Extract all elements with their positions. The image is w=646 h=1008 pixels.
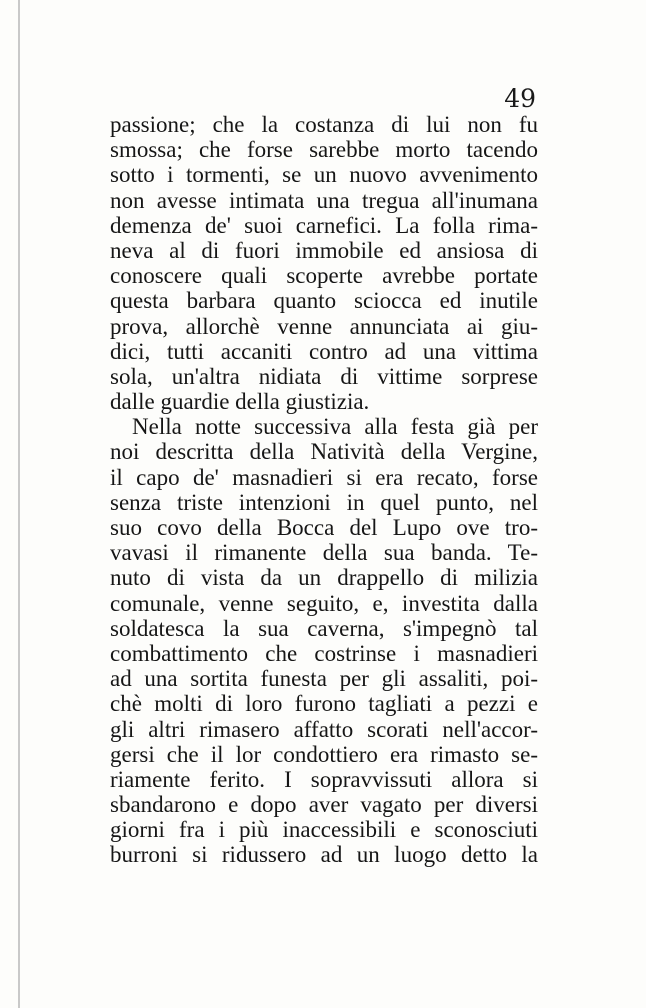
text-line: senza triste intenzioni in quel punto, nel (110, 489, 538, 515)
text-line: combattimento che costrinse i masnadieri (110, 640, 538, 666)
text-line: demenza de' suoi carnefici. La folla rima- (110, 212, 538, 238)
text-line: smossa; che forse sarebbe morto tacendo (110, 137, 538, 163)
text-line: Nella notte successiva alla festa già per (132, 414, 538, 440)
text-line: il capo de' masnadieri si era recato, forse (110, 464, 538, 490)
text-line: vavasi il rimanente della sua banda. Te- (110, 540, 538, 566)
text-line: questa barbara quanto sciocca ed inutile (110, 288, 538, 314)
text-line: neva al di fuori immobile ed ansiosa di (110, 237, 538, 263)
text-line: sola, un'altra nidiata di vittime sorprese (110, 363, 538, 389)
page-number: 49 (504, 84, 536, 113)
text-line: conoscere quali scoperte avrebbe portate (110, 263, 538, 289)
text-line: sotto i tormenti, se un nuovo avvenimento (110, 162, 538, 188)
text-line: chè molti di loro furono tagliati a pezzi e (110, 691, 538, 717)
text-line: suo covo della Bocca del Lupo ove tro- (110, 515, 538, 540)
text-line: dici, tutti accaniti contro ad una vittima (110, 338, 538, 364)
text-line: prova, allorchè venne annunciata ai giu- (110, 313, 538, 339)
text-line: gli altri rimasero affatto scorati nell'accor- (110, 716, 538, 742)
text-line: comunale, venne seguito, e, investita dalla (110, 590, 538, 616)
page-edge-shadow (18, 0, 20, 1008)
text-line: burroni si ridussero ad un luogo detto la (110, 842, 538, 868)
text-line: soldatesca la sua caverna, s'impegnò tal (110, 615, 538, 641)
text-line: non avesse intimata una tregua all'inumana (110, 187, 538, 213)
text-line: nuto di vista da un drappello di milizia (110, 565, 538, 591)
paragraph-1 (110, 112, 538, 414)
text-line: giorni fra i più inaccessibili e sconosciuti (110, 817, 538, 843)
text-line: riamente ferito. I sopravvissuti allora si (110, 766, 538, 792)
text-line: gersi che il lor condottiero era rimasto se- (110, 741, 538, 767)
text-line: ad una sortita funesta per gli assaliti, poi- (110, 666, 538, 692)
text-line: dalle guardie della giustizia. (110, 389, 370, 415)
text-line: sbandarono e dopo aver vagato per diversi (110, 792, 538, 818)
text-line: passione; che la costanza di lui non fu (110, 112, 538, 137)
body-text (110, 112, 538, 868)
text-line: noi descritta della Natività della Vergine, (110, 439, 538, 465)
paragraph-2 (110, 414, 538, 867)
